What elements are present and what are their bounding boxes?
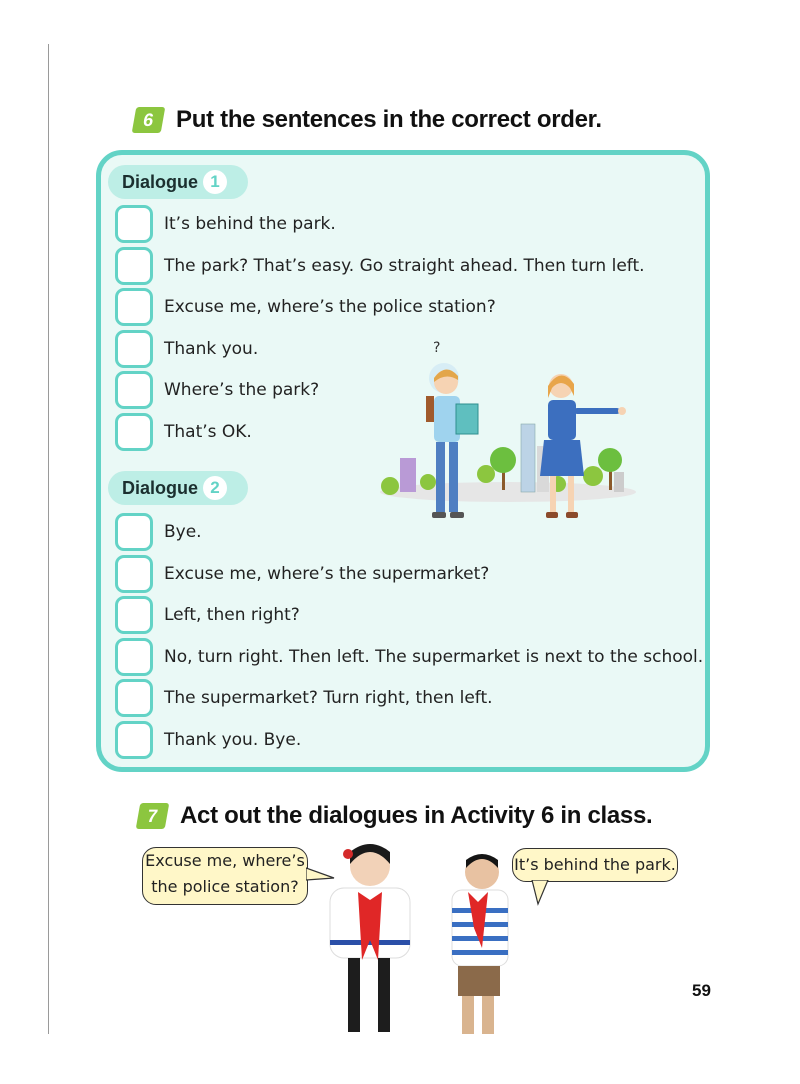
dialogue-2-item: [115, 638, 703, 676]
dialogue-1-label: [108, 165, 248, 199]
activity-6-title: Put the sentences in the correct order.: [176, 106, 602, 133]
boy-speech-bubble: [512, 848, 678, 882]
sentence-text: Thank you. Bye.: [164, 730, 302, 750]
dialogue-2-item: [115, 596, 300, 634]
activity-6-heading: [134, 106, 602, 134]
order-answer-box[interactable]: [115, 555, 153, 593]
dialogue-2-label-text: Dialogue: [122, 477, 199, 498]
boy-bubble-tail: [528, 880, 554, 906]
dialogue-2-item: [115, 679, 493, 717]
building-icon: [614, 472, 624, 492]
order-answer-box[interactable]: [115, 413, 153, 451]
dialogue-1-item: [115, 288, 496, 326]
sentence-text: Bye.: [164, 522, 202, 542]
order-answer-box[interactable]: [115, 205, 153, 243]
order-answer-box[interactable]: [115, 679, 153, 717]
sentence-text: Where’s the park?: [164, 380, 320, 400]
dialogue-2-item: [115, 721, 301, 759]
activity-6-number-badge: 6: [132, 107, 166, 133]
girl-speech-line-1: Excuse me, where’s: [145, 851, 305, 870]
dialogue-1-label-text: Dialogue: [122, 171, 199, 192]
sentence-text: That’s OK.: [164, 422, 252, 442]
girl-speech-bubble: [142, 847, 308, 905]
order-answer-box[interactable]: [115, 596, 153, 634]
dialogue-2-item: [115, 555, 489, 593]
directions-illustration: [378, 336, 638, 532]
boy-speech-text: It’s behind the park.: [514, 855, 676, 874]
sentence-text: No, turn right. Then left. The supermarket is next to the school.: [164, 647, 704, 667]
page-number: 59: [692, 981, 711, 1000]
order-answer-box[interactable]: [115, 247, 153, 285]
question-mark: ?: [433, 340, 441, 356]
activity-7-title: Act out the dialogues in Activity 6 in class.: [180, 802, 653, 829]
sentence-text: Excuse me, where’s the supermarket?: [164, 564, 490, 584]
building-icon: [521, 424, 535, 492]
order-answer-box[interactable]: [115, 638, 153, 676]
girl-student-photo: [322, 840, 418, 1036]
dialogue-2-item: [115, 513, 202, 551]
order-answer-box[interactable]: [115, 371, 153, 409]
sentence-text: Left, then right?: [164, 605, 300, 625]
order-answer-box[interactable]: [115, 721, 153, 759]
dialogue-1-item: [115, 205, 336, 243]
order-answer-box[interactable]: [115, 288, 153, 326]
ground-shadow: [380, 482, 636, 502]
dialogue-1-item: [115, 371, 319, 409]
dialogue-1-item: [115, 330, 258, 368]
dialogue-2-number: 2: [203, 476, 227, 500]
boy-student-photo: [444, 848, 510, 1036]
dialogue-2-label: [108, 471, 248, 505]
girl-speech-line-2: the police station?: [151, 877, 299, 896]
activity-7-number-badge: 7: [136, 803, 170, 829]
order-answer-box[interactable]: [115, 513, 153, 551]
page-margin-line: [48, 44, 49, 1034]
sentence-text: The supermarket? Turn right, then left.: [164, 688, 493, 708]
dialogue-1-item: [115, 413, 252, 451]
sentence-text: It’s behind the park.: [164, 214, 336, 234]
sentence-text: Thank you.: [164, 339, 259, 359]
sentence-text: The park? That’s easy. Go straight ahead. Then turn left.: [164, 256, 645, 276]
sentence-text: Excuse me, where’s the police station?: [164, 297, 496, 317]
dialogue-1-number: 1: [203, 170, 227, 194]
dialogue-1-item: [115, 247, 645, 285]
building-icon: [400, 458, 416, 492]
activity-7-heading: [138, 802, 652, 830]
order-answer-box[interactable]: [115, 330, 153, 368]
